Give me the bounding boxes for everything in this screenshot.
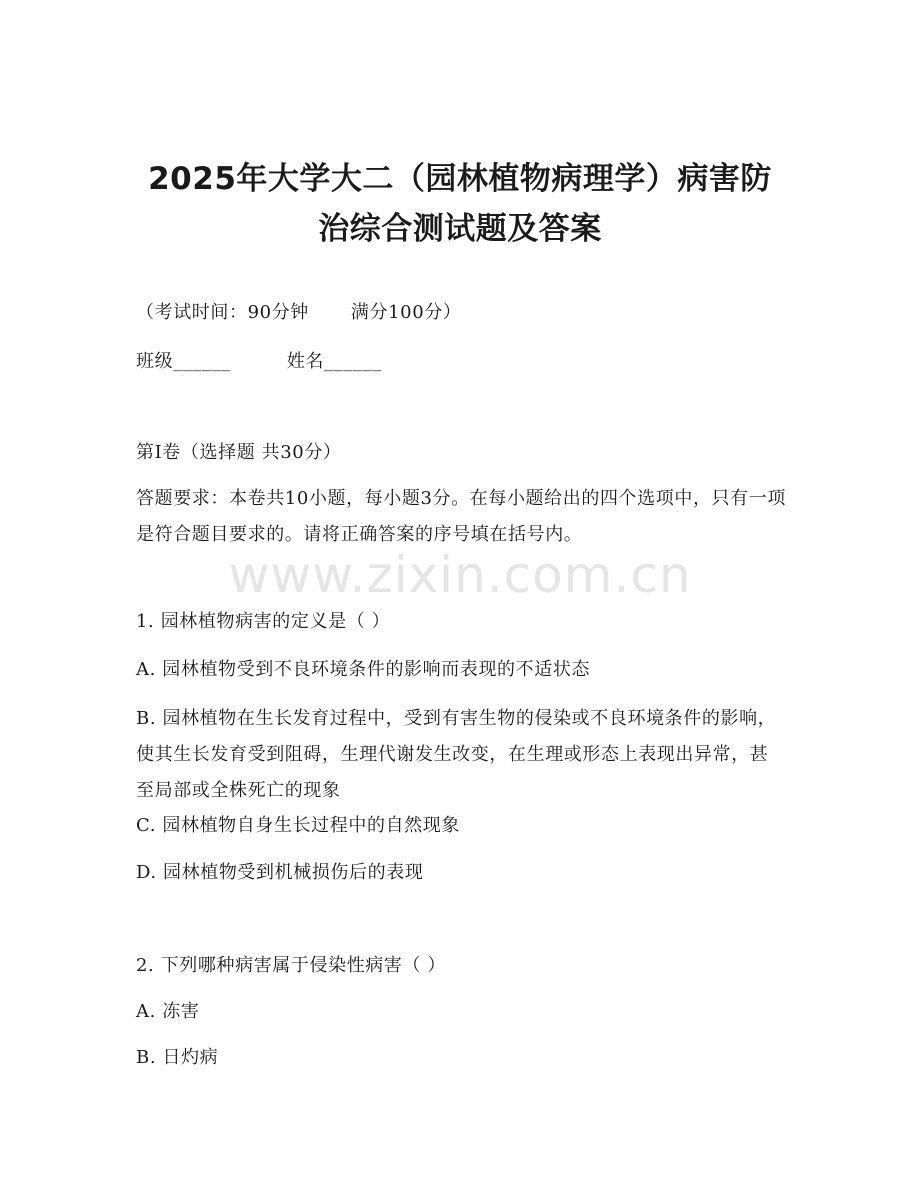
section-title: 第I卷（选择题 共30分） — [136, 442, 342, 463]
document-title-line2: 治综合测试题及答案 — [318, 211, 602, 247]
instructions: 答题要求：本卷共10小题，每小题3分。在每小题给出的四个选项中，只有一项是符合题目要求的。请将正确答案的序号填在括号内。 — [136, 488, 786, 545]
question-2-stem: 2. 下列哪种病害属于侵染性病害（ ） — [136, 955, 447, 976]
question-1-option-c: C. 园林植物自身生长过程中的自然现象 — [136, 815, 460, 836]
student-info — [136, 347, 382, 377]
exam-time: （考试时间：90分钟 — [136, 302, 309, 323]
watermark: www.zixin.com.cn — [228, 546, 692, 604]
question-2-option-a: A. 冻害 — [136, 1001, 200, 1022]
class-field[interactable]: 班级______ — [136, 351, 231, 372]
exam-info — [136, 298, 461, 328]
full-score: 满分100分） — [350, 302, 462, 323]
document-title-line1: 2025年大学大二（园林植物病理学）病害防 — [148, 161, 772, 197]
question-1-stem: 1. 园林植物病害的定义是（ ） — [136, 611, 391, 632]
name-field[interactable]: 姓名______ — [286, 351, 382, 372]
question-1-option-b: B. 园林植物在生长发育过程中，受到有害生物的侵染或不良环境条件的影响，使其生长发育受到阻碍，生理代谢发生改变，在生理或形态上表现出异常，甚至局部或全株死亡的现象 — [136, 708, 777, 801]
question-2-option-b: B. 日灼病 — [136, 1047, 219, 1068]
question-1-option-d: D. 园林植物受到机械损伤后的表现 — [136, 862, 424, 883]
question-1-option-a: A. 园林植物受到不良环境条件的影响而表现的不适状态 — [136, 659, 591, 680]
